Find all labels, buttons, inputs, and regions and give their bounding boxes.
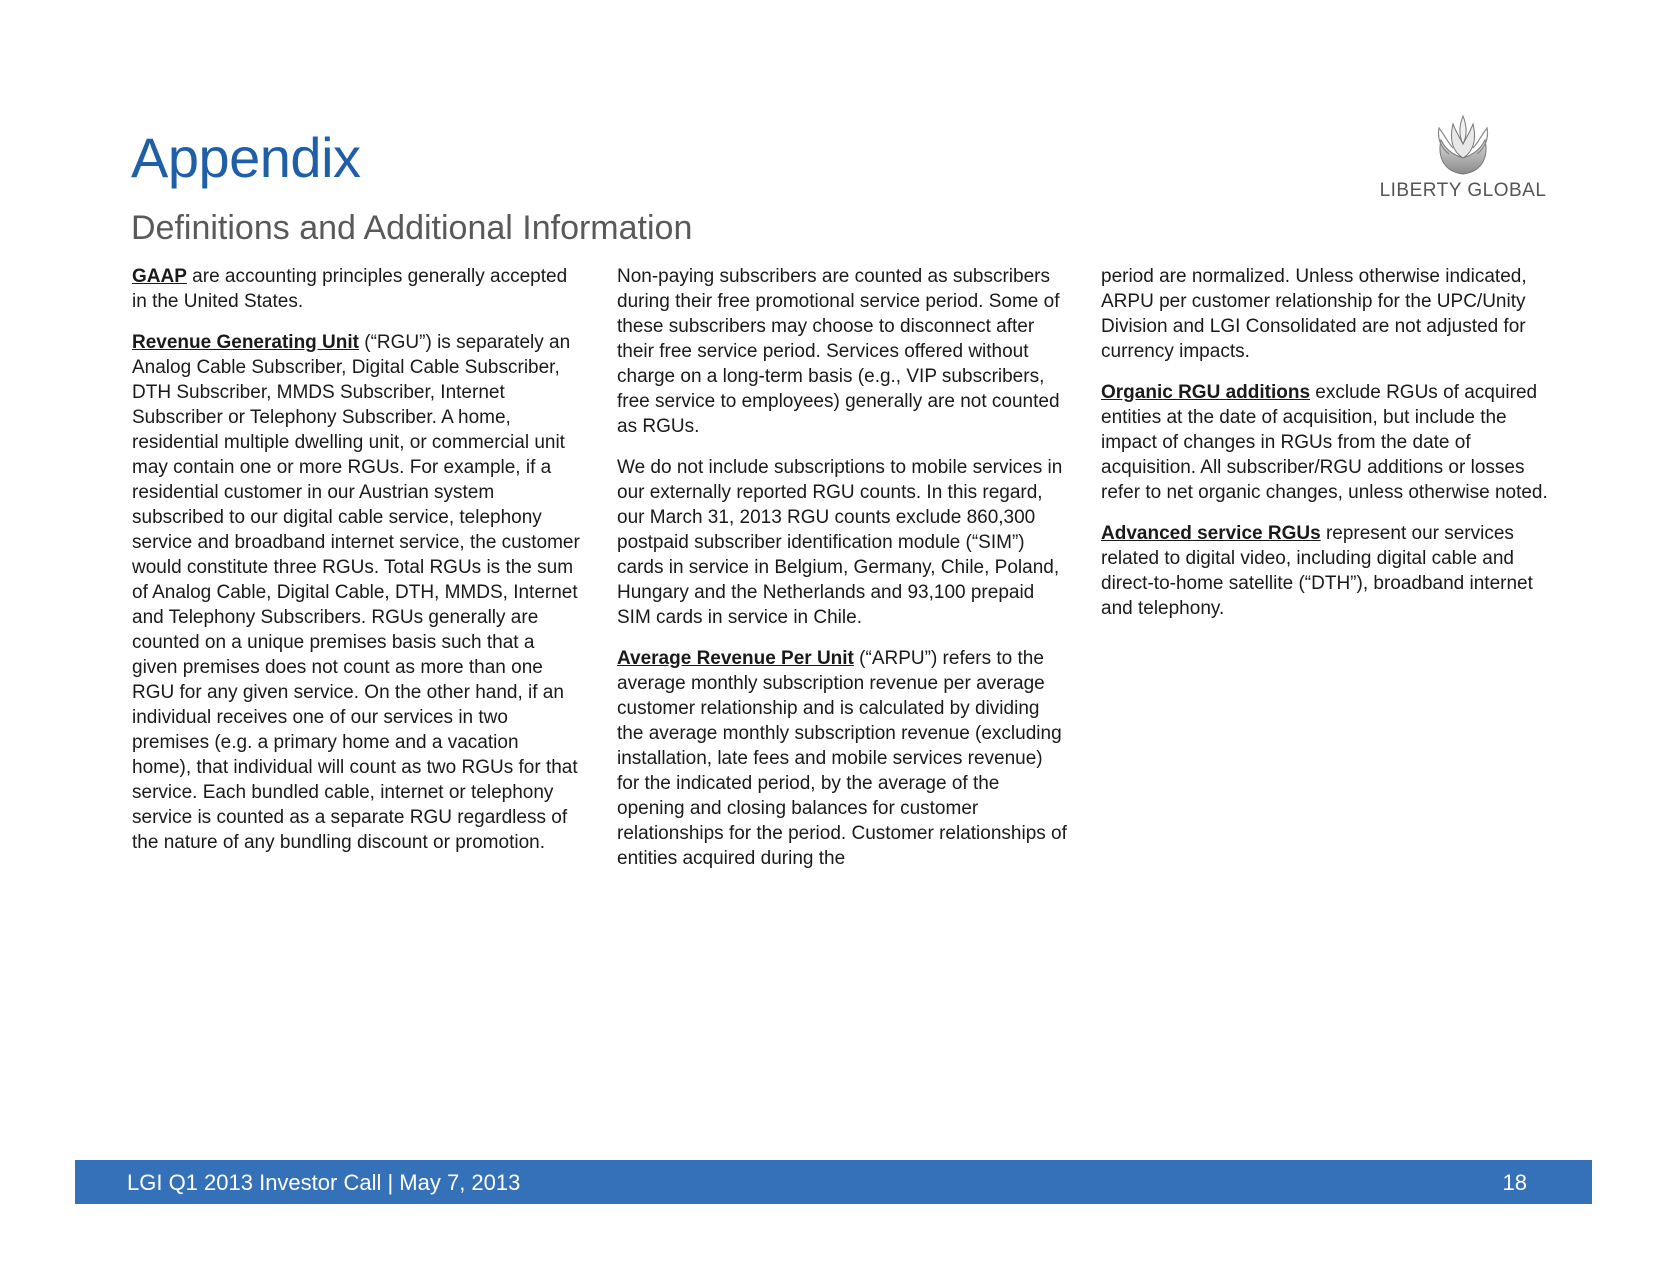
definition-text: (“RGU”) is separately an Analog Cable Subscriber, Digital Cable Subscriber, DTH Subscriber, MMDS Subscriber, Internet Subscriber or Telephony Subscriber. A home, residential multiple dwelling unit, or commercial unit may contain one or more RGUs. For example, if a residential customer in our Austrian system subscribed to our digital cable service, telephony service and broadband internet service, the customer would constitute three RGUs. Total RGUs is the sum of Analog Cable, Digital Cable, DTH, MMDS, Internet and Telephony Subscribers. RGUs generally are counted on a unique premises basis such that a given premises does not count as more than one RGU for any given service. On the other hand, if an individual receives one of our services in two premises (e.g. a primary home and a vacation home), that individual will count as two RGUs for that service. Each bundled cable, internet or telephony service is counted as a separate RGU regardless of the nature of any bundling discount or promotion. xyxy=(132,332,580,853)
definition-text: (“ARPU”) refers to the average monthly subscription revenue per average customer relationship and is calculated by dividing the average monthly subscription revenue (excluding installation, late fees and mobile services revenue) for the indicated period, by the average of the opening and closing balances for customer relationships for the period. Customer relationships of entities acquired during the xyxy=(617,648,1067,869)
page-number: 18 xyxy=(1502,1170,1527,1195)
page-subtitle: Definitions and Additional Information xyxy=(131,209,693,247)
term-organic-rgu: Organic RGU additions xyxy=(1101,382,1311,403)
footer-bar xyxy=(75,1160,1592,1204)
definition-arpu xyxy=(617,646,1067,871)
paragraph-arpu-continued: period are normalized. Unless otherwise indicated, ARPU per customer relationship for the UPC/Unity Division and LGI Consolidated are not adjusted for currency impacts. xyxy=(1101,266,1527,362)
definition-text: exclude RGUs of acquired entities at the date of acquisition, but include the impact of changes in RGUs from the date of acquisition. All subscriber/RGU additions or losses refer to net organic changes, unless otherwise noted. xyxy=(1101,382,1548,503)
definition-organic-rgu xyxy=(1101,380,1551,505)
column-3 xyxy=(1101,264,1551,637)
definition-gaap xyxy=(132,264,582,314)
paragraph-non-paying: Non-paying subscribers are counted as subscribers during their free promotional service period. Some of these subscribers may choose to disconnect after their free service period. Services offered without charge on a long-term basis (e.g., VIP subscribers, free service to employees) generally are not counted as RGUs. xyxy=(617,266,1060,437)
liberty-global-logo xyxy=(1378,114,1548,202)
term-gaap: GAAP xyxy=(132,266,187,287)
term-rgu: Revenue Generating Unit xyxy=(132,332,359,353)
page-title: Appendix xyxy=(131,126,361,189)
column-2 xyxy=(617,264,1067,887)
term-advanced-rgu: Advanced service RGUs xyxy=(1101,523,1321,544)
liberty-global-flower-icon xyxy=(1431,114,1495,176)
definition-text: represent our services related to digital video, including digital cable and direct-to-home satellite (“DTH”), broadband internet and telephony. xyxy=(1101,523,1533,619)
term-arpu: Average Revenue Per Unit xyxy=(617,648,854,669)
column-1 xyxy=(132,264,582,871)
definition-rgu xyxy=(132,330,582,855)
definition-text: are accounting principles generally accepted in the United States. xyxy=(132,266,568,312)
footer-title: LGI Q1 2013 Investor Call | May 7, 2013 xyxy=(127,1170,521,1195)
paragraph-mobile: We do not include subscriptions to mobile services in our externally reported RGU counts. In this regard, our March 31, 2013 RGU counts exclude 860,300 postpaid subscriber identification module (“SIM”) cards in service in Belgium, Germany, Chile, Poland, Hungary and the Netherlands and 93,100 prepaid SIM cards in service in Chile. xyxy=(617,457,1063,628)
logo-text: LIBERTY GLOBAL xyxy=(1379,180,1547,201)
definition-advanced-rgu xyxy=(1101,521,1551,621)
